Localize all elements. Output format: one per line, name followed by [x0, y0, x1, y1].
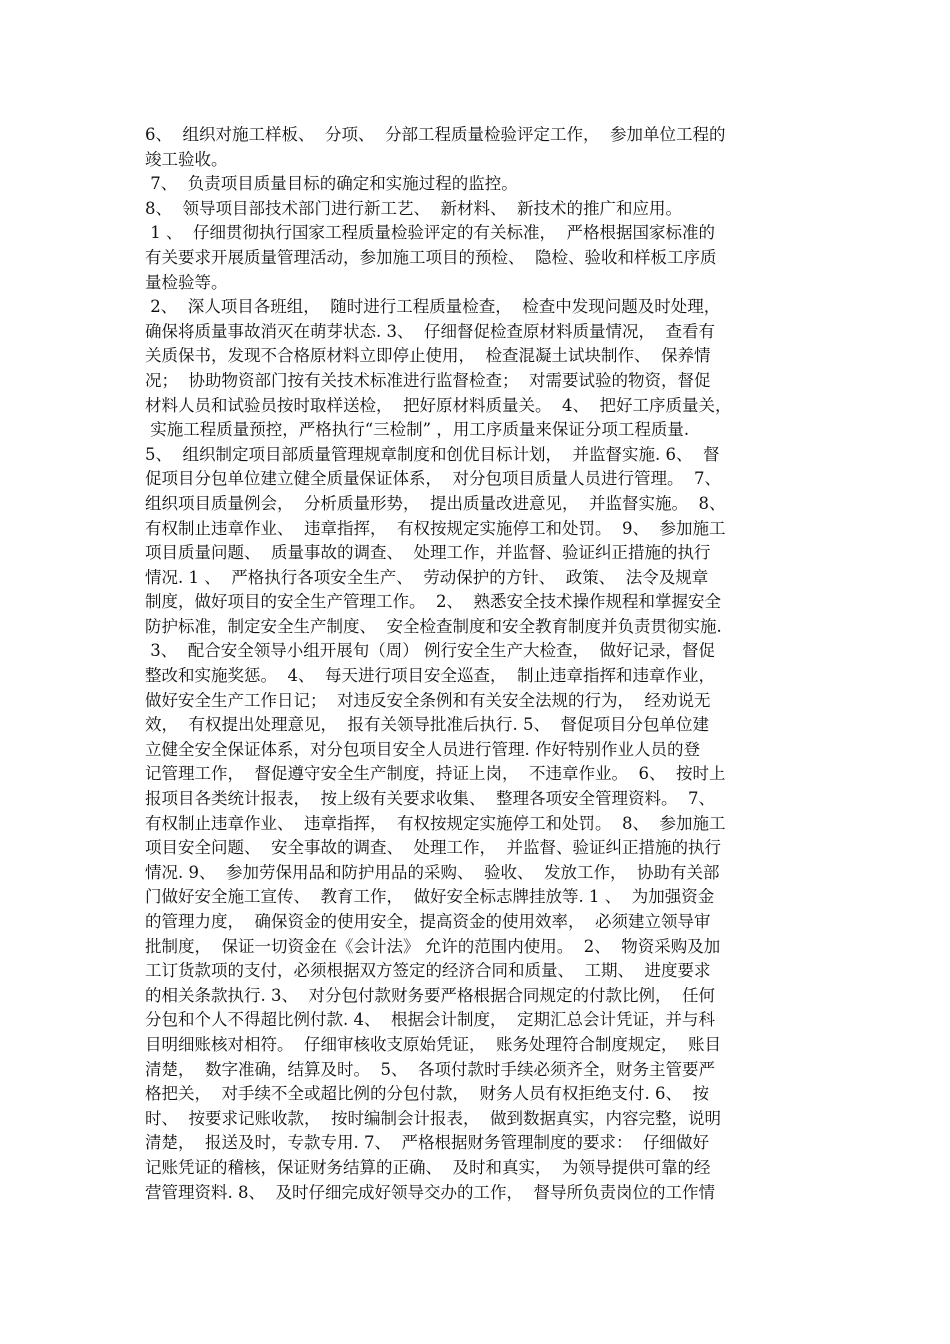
- text-line: 项目安全问题、 安全事故的调查、 处理工作， 并监督、验证纠正措施的执行: [145, 838, 721, 858]
- text-line: 批制度， 保证一切资金在《会计法》 允许的范围内使用。 2、 物资采购及加: [145, 936, 721, 956]
- text-line: 立健全安全保证体系，对分包项目安全人员进行管理. 作好特别作业人员的登: [145, 739, 700, 759]
- text-line: 实施工程质量预控，严格执行“三检制” ，用工序质量来保证分项工程质量.: [145, 420, 690, 440]
- text-line: 6、 组织对施工样板、 分项、 分部工程质量检验评定工作， 参加单位工程的: [145, 125, 726, 144]
- text-line: 制度，做好项目的安全生产管理工作。 2、 熟悉安全技术操作规程和掌握安全: [145, 592, 721, 612]
- text-line: 的管理力度， 确保资金的使用安全，提高资金的使用效率， 必须建立领导审: [145, 912, 711, 931]
- text-line: 整改和实施奖惩。 4、 每天进行项目安全巡查， 制止违章指挥和违章作业，: [145, 666, 715, 686]
- text-line: 有关要求开展质量管理活动，参加施工项目的预检、 隐检、验收和样板工序质: [145, 247, 717, 267]
- text-line: 项目质量问题、 质量事故的调查、 处理工作，并监督、验证纠正措施的执行: [145, 543, 711, 563]
- text-line: 清楚， 数字准确，结算及时。 5、 各项付款时手续必须齐全，财务主管要严: [145, 1059, 715, 1079]
- text-line: 报项目各类统计报表， 按上级有关要求收集、 整理各项安全管理资料。 7、: [145, 789, 715, 809]
- text-line: 时、 按要求记账收款， 按时编制会计报表， 做到数据真实，内容完整，说明: [145, 1108, 721, 1128]
- text-line: 的相关条款执行. 3、 对分包付款财务要严格根据合同规定的付款比例， 任何: [145, 985, 715, 1005]
- text-line: 效， 有权提出处理意见， 报有关领导批准后执行. 5、 督促项目分包单位建: [145, 715, 709, 735]
- document-body: [145, 123, 811, 1205]
- text-line: 情况. 1 、 严格执行各项安全生产、 劳动保护的方针、 政策、 法令及规章: [145, 567, 709, 587]
- text-line: 7、 负责项目质量目标的确定和实施过程的监控。: [145, 174, 518, 194]
- text-line: 2、 深人项目各班组， 随时进行工程质量检查， 检查中发现问题及时处理，: [145, 297, 721, 317]
- text-line: 确保将质量事故消灭在萌芽状态. 3、 仔细督促检查原材料质量情况， 查看有: [145, 321, 715, 341]
- text-line: 格把关， 对手续不全或超比例的分包付款， 财务人员有权拒绝支付. 6、 按: [145, 1084, 709, 1104]
- text-line: 5、 组织制定项目部质量管理规章制度和创优目标计划， 并监督实施. 6、 督: [145, 444, 720, 464]
- text-line: 3、 配合安全领导小组开展旬（周） 例行安全生产大检查， 做好记录，督促: [145, 641, 715, 661]
- text-line: 有权制止违章作业、 违章指挥， 有权按规定实施停工和处罚。 8、 参加施工: [145, 813, 726, 833]
- text-line: 量检验等。: [145, 272, 228, 292]
- text-line: 竣工验收。: [145, 149, 228, 169]
- text-line: 8、 领导项目部技术部门进行新工艺、 新材料、 新技术的推广和应用。: [145, 198, 682, 218]
- text-line: 营管理资料. 8、 及时仔细完成好领导交办的工作， 督导所负责岗位的工作情: [145, 1182, 715, 1202]
- text-line: 做好安全生产工作日记； 对违反安全条例和有关安全法规的行为， 经劝说无: [145, 690, 711, 710]
- text-line: 有权制止违章作业、 违章指挥， 有权按规定实施停工和处罚。 9、 参加施工: [145, 518, 726, 538]
- text-line: 1 、 仔细贯彻执行国家工程质量检验评定的有关标准， 严格根据国家标准的: [145, 223, 715, 243]
- text-line: 清楚， 报送及时，专款专用. 7、 严格根据财务管理制度的要求： 仔细做好: [145, 1133, 709, 1153]
- text-line: 目明细账核对相符。 仔细审核收支原始凭证， 账务处理符合制度规定， 账目: [145, 1034, 721, 1054]
- text-line: 情况. 9、 参加劳保用品和防护用品的采购、 验收、 发放工作， 协助有关部: [145, 862, 720, 882]
- text-line: 防护标准，制定安全生产制度、 安全检查制度和安全教育制度并负责贯彻实施.: [145, 616, 722, 636]
- text-line: 工订货款项的支付，必须根据双方签定的经济合同和质量、 工期、 进度要求: [145, 961, 711, 981]
- text-line: 记管理工作， 督促遵守安全生产制度，持证上岗， 不违章作业。 6、 按时上: [145, 764, 726, 784]
- text-line: 记账凭证的稽核，保证财务结算的正确、 及时和真实， 为领导提供可靠的经: [145, 1157, 711, 1177]
- text-line: 关质保书，发现不合格原材料立即停止使用， 检查混凝土试块制作、 保养情: [145, 346, 711, 366]
- text-line: 材料人员和试验员按时取样送检， 把好原材料质量关。 4、 把好工序质量关，: [145, 395, 732, 415]
- text-line: 促项目分包单位建立健全质量保证体系， 对分包项目质量人员进行管理。 7、: [145, 469, 721, 489]
- text-line: 况； 协助物资部门按有关技术标准进行监督检查； 对需要试验的物资，督促: [145, 370, 711, 390]
- text-line: 门做好安全施工宣传、 教育工作， 做好安全标志牌挂放等. 1 、 为加强资金: [145, 887, 715, 907]
- text-line: 组织项目质量例会， 分析质量形势， 提出质量改进意见， 并监督实施。 8、: [145, 493, 726, 513]
- text-line: 分包和个人不得超比例付款. 4、 根据会计制度， 定期汇总会计凭证，并与科: [145, 1010, 715, 1030]
